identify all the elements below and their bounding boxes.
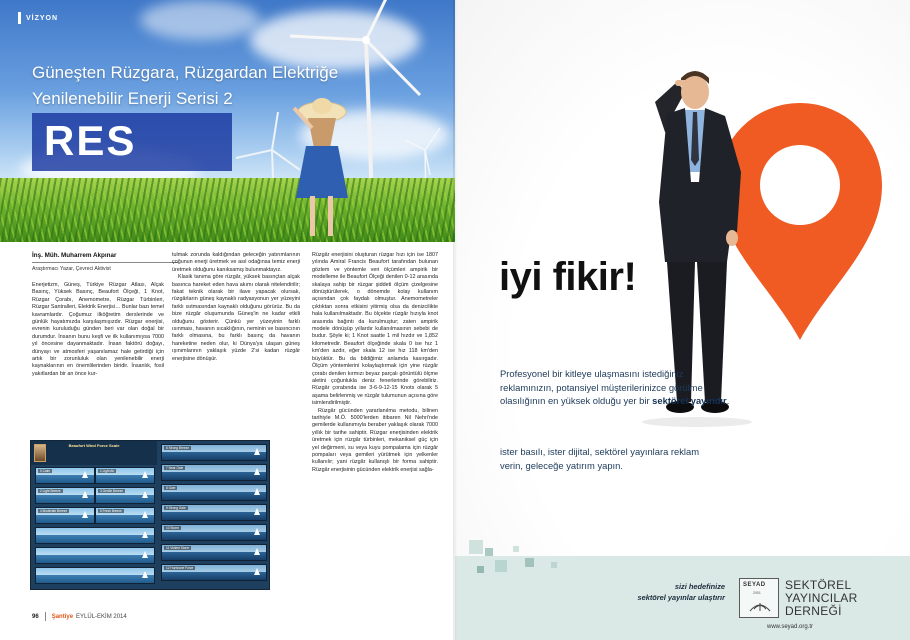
scale-cell: 10 Storm [161, 524, 267, 541]
paragraph: Rüzgâr enerjisini oluşturan rüzgar hızı için ise 1807 yılında Amiral Francis Beaufort tarafından bulunan gözlem ve yöntemle veri ölçümleri ampirik bir modelleme ile Beaufort Ölçeği denilen 0-12 arasında skalaya sahip bir rüzgar şiddeti ölçüm çizelgesine dönüştürülerek, o dönemde kolay kullanım açısından çok faydalı olmuştur. Anemometreler çıktıktan sonra etkisini yitirmiş olsa da denizcilikte hala kullanılmaktadır. Bu ölçekte rüzgâr hızıyla knot arasında bağıntı da kurulmuştur; zaten ampirik modele dönüşüp yıllardır kullanılmasının sebebi de budur. Şöyle ki; 1 Knot saatte 1 mil hızdır ve 1,852 kilometredir. Beaufort ölçeğinde skala 0 ise hız 1 km'den azdır, eğer skala 12 ise hız 118 km'den büyüktür. Bu da bildiğimiz anlamda kasırgadır. Ölçüm yöntemlerini kolaylaştırmak için yine rüzgâr çorabı denilen kırmızı beyaz parçalı görüntülü ölçme aletini çoğunlukla deniz fenerlerinde görebiliriz. Rüzgâr çorabında ise 3-6-9-12-15 Knots olarak 5 aşama belirlenmiş ve rüzgâr tulumunun açısına göre isimlendirilmiştir. [312, 252, 438, 407]
scale-cell: 7 Near Gale [161, 464, 267, 481]
page-footer [32, 612, 127, 621]
ad-secondary-copy: ister basılı, ister dijital, sektörel yayınlara reklam verin, geleceğe yatırım yapın. [500, 446, 700, 471]
article-column-1 [32, 282, 164, 378]
hero-image [0, 0, 455, 242]
scale-cell: 3 Gentle Breeze [95, 487, 155, 504]
figure-title: Beaufort Wind Force Scale [68, 443, 120, 448]
res-label: RES [44, 117, 137, 164]
scale-cell [35, 547, 155, 564]
scale-cell: 1 Light Air [95, 467, 155, 484]
paragraph: Rüzgâr gücünden yararlanılma metodu, bilinen tarihiyle M.Ö. 5000'lerden itibaren Nil Nehri'nde gemilerde kullanımıyla beraber yaklaşık olarak 7000 yıllık bir tarihe sahiptir. Rüzgar enerjisinden elektrik üretmek için rüzgâr türbinleri, mekaniksel güç için yel değirmeni, su veya kuyu pompalama için rüzgâr pompaları veya gemileri yürütmek için yelkenler kullanılır; yani rüzgâr kullanışlı bir forma sahiptir. Rüzgâr enerjisinin gücünden elektrik enerjisi sağla- [312, 407, 438, 473]
article-column-3 [312, 252, 438, 474]
beaufort-scale-figure [30, 440, 270, 590]
association-name [785, 579, 858, 618]
leaf-icon [748, 597, 772, 613]
scale-cell: 5 Fresh Breeze [95, 507, 155, 524]
website-link[interactable]: www.seyad.org.tr [767, 624, 814, 630]
tagline-line-2: sektörel yayınlar ulaştırır [637, 592, 725, 602]
author-name: İnş. Müh. Muharrem Akpınar [32, 252, 117, 259]
logo-abbreviation: SEYAD [743, 582, 766, 588]
logo-name-line-2: YAYINCILAR [785, 590, 858, 605]
title-line-1: Güneşten Rüzgara, Rüzgardan Elektriğe [32, 63, 339, 82]
seyad-logo [739, 578, 858, 618]
logo-mark [739, 578, 779, 618]
section-label: VİZYON [26, 14, 59, 22]
advertisement-page [455, 0, 910, 640]
title-line-2: Yenilenebilir Enerji Serisi 2 [32, 89, 233, 108]
logo-year: 2001 [753, 591, 761, 595]
ad-copy-end: . [726, 395, 730, 407]
paragraph: Klasik tanıma göre rüzgâr, yüksek basınçtan alçak basınca hareket eden hava akımı olarak nitelendirilir; fakat teknik olarak bir ilave yapacak olursak, rüzgârların güneş kaynaklı radyasyonun yer yüzeyini farklı ısıtmasından kaynaklı olduğunu görürüz. Bu da bize rüzgâr oluşumunda Güneş'in ne kadar etkili olduğunu gösterir. Çünkü yer yüzeyinin farklı ısınması, havanın sıcaklığının, neminin ve basıncının farklı olmasına, bu farklı basınç da havanın hareketine neden olur, ki Dünya'ya ulaşan güneş ışınımlarının yaklaşık yüzde 2'si kadarı rüzgâr enerjisine dönüşür. [172, 274, 300, 362]
tagline-line-1: sizi hedefinize [674, 582, 725, 591]
scale-cell: 2 Light Breeze [35, 487, 95, 504]
scale-cell: 6 Strong Breeze [161, 444, 267, 461]
author-role: Araştırmacı Yazar, Çevreci Aktivist [32, 266, 111, 272]
grass-field [0, 178, 455, 242]
article-title [32, 60, 392, 112]
res-label-box [32, 113, 232, 171]
scale-cell [35, 527, 155, 544]
scale-cell: 11 Violent Storm [161, 544, 267, 561]
ad-body-copy [500, 367, 730, 408]
scale-cell: 4 Moderate Breeze [35, 507, 95, 524]
ad-copy-text: Profesyonel bir kitleye ulaşmasını istediğiniz reklamınızın, potansiyel müşterilerinizce görülme olasılığının en yüksek olduğu yer bir [500, 368, 703, 407]
scale-cell: 12 Hurricane Force [161, 564, 267, 581]
scale-cell: 8 Gale [161, 484, 267, 501]
ad-headline: iyi fikir! [499, 255, 637, 299]
scale-cell: 9 Strong Gale [161, 504, 267, 521]
article-column-2 [172, 252, 300, 363]
section-tab [18, 12, 58, 24]
logo-name-line-1: SEKTÖREL [785, 577, 852, 592]
byline [32, 252, 178, 272]
figure-header [31, 441, 157, 465]
scale-cell [35, 567, 155, 584]
ad-tagline [605, 582, 725, 603]
page-number: 96 [32, 613, 39, 620]
paragraph: Enerjetizm, Güneş, Türkiye Rüzgar Atlası, Alçak Basınç, Yüksek Basınç, Beaufort Ölçeği, 1 Knot, Rüzgar Çorabı, Anemometre, Rüzgar Türbinleri, Rüzgar Santralleri, Elektrik Enerjisi… Bunlar bazı temel kavramlardır. Çoğumuz ilköğretim derslerinde ve günlük hayatımızda karşılaşmışızdır. Rüzgar enerjisi, evrenin kuruluduğu günden beri var olan doğal bir durumdur. İnsanın bunu keşfi ve ilk kullanımıysa 7000 yıl öncesine dayanmaktadır. İnsan faktörü doğayı, dünyayı ve atmosferi yaşanılamaz hale getirdiği için artık bir zorunluluk olan yenilenebilir enerji kaynaklarının en önemlilerinden biridir. İnsanlık, fosil yakıtlardan bir an önce kur- [32, 282, 164, 377]
spread-gutter [453, 0, 457, 640]
issue-date: EYLÜL-EKİM 2014 [76, 613, 127, 620]
ad-copy-keyword: sektörel yayındır [652, 395, 727, 407]
logo-name-line-3: DERNEĞİ [785, 603, 842, 618]
scale-cell: 0 Calm [35, 467, 95, 484]
magazine-brand: Şantiye [51, 613, 74, 620]
paragraph: tulmak zorunda kaldığından geleceğin yatırımlarının çoğunun enerji üretmek ve asıl odağınsa temiz enerji üretmek olduğunu kanıksamış bulunmaktayız. [172, 252, 300, 273]
